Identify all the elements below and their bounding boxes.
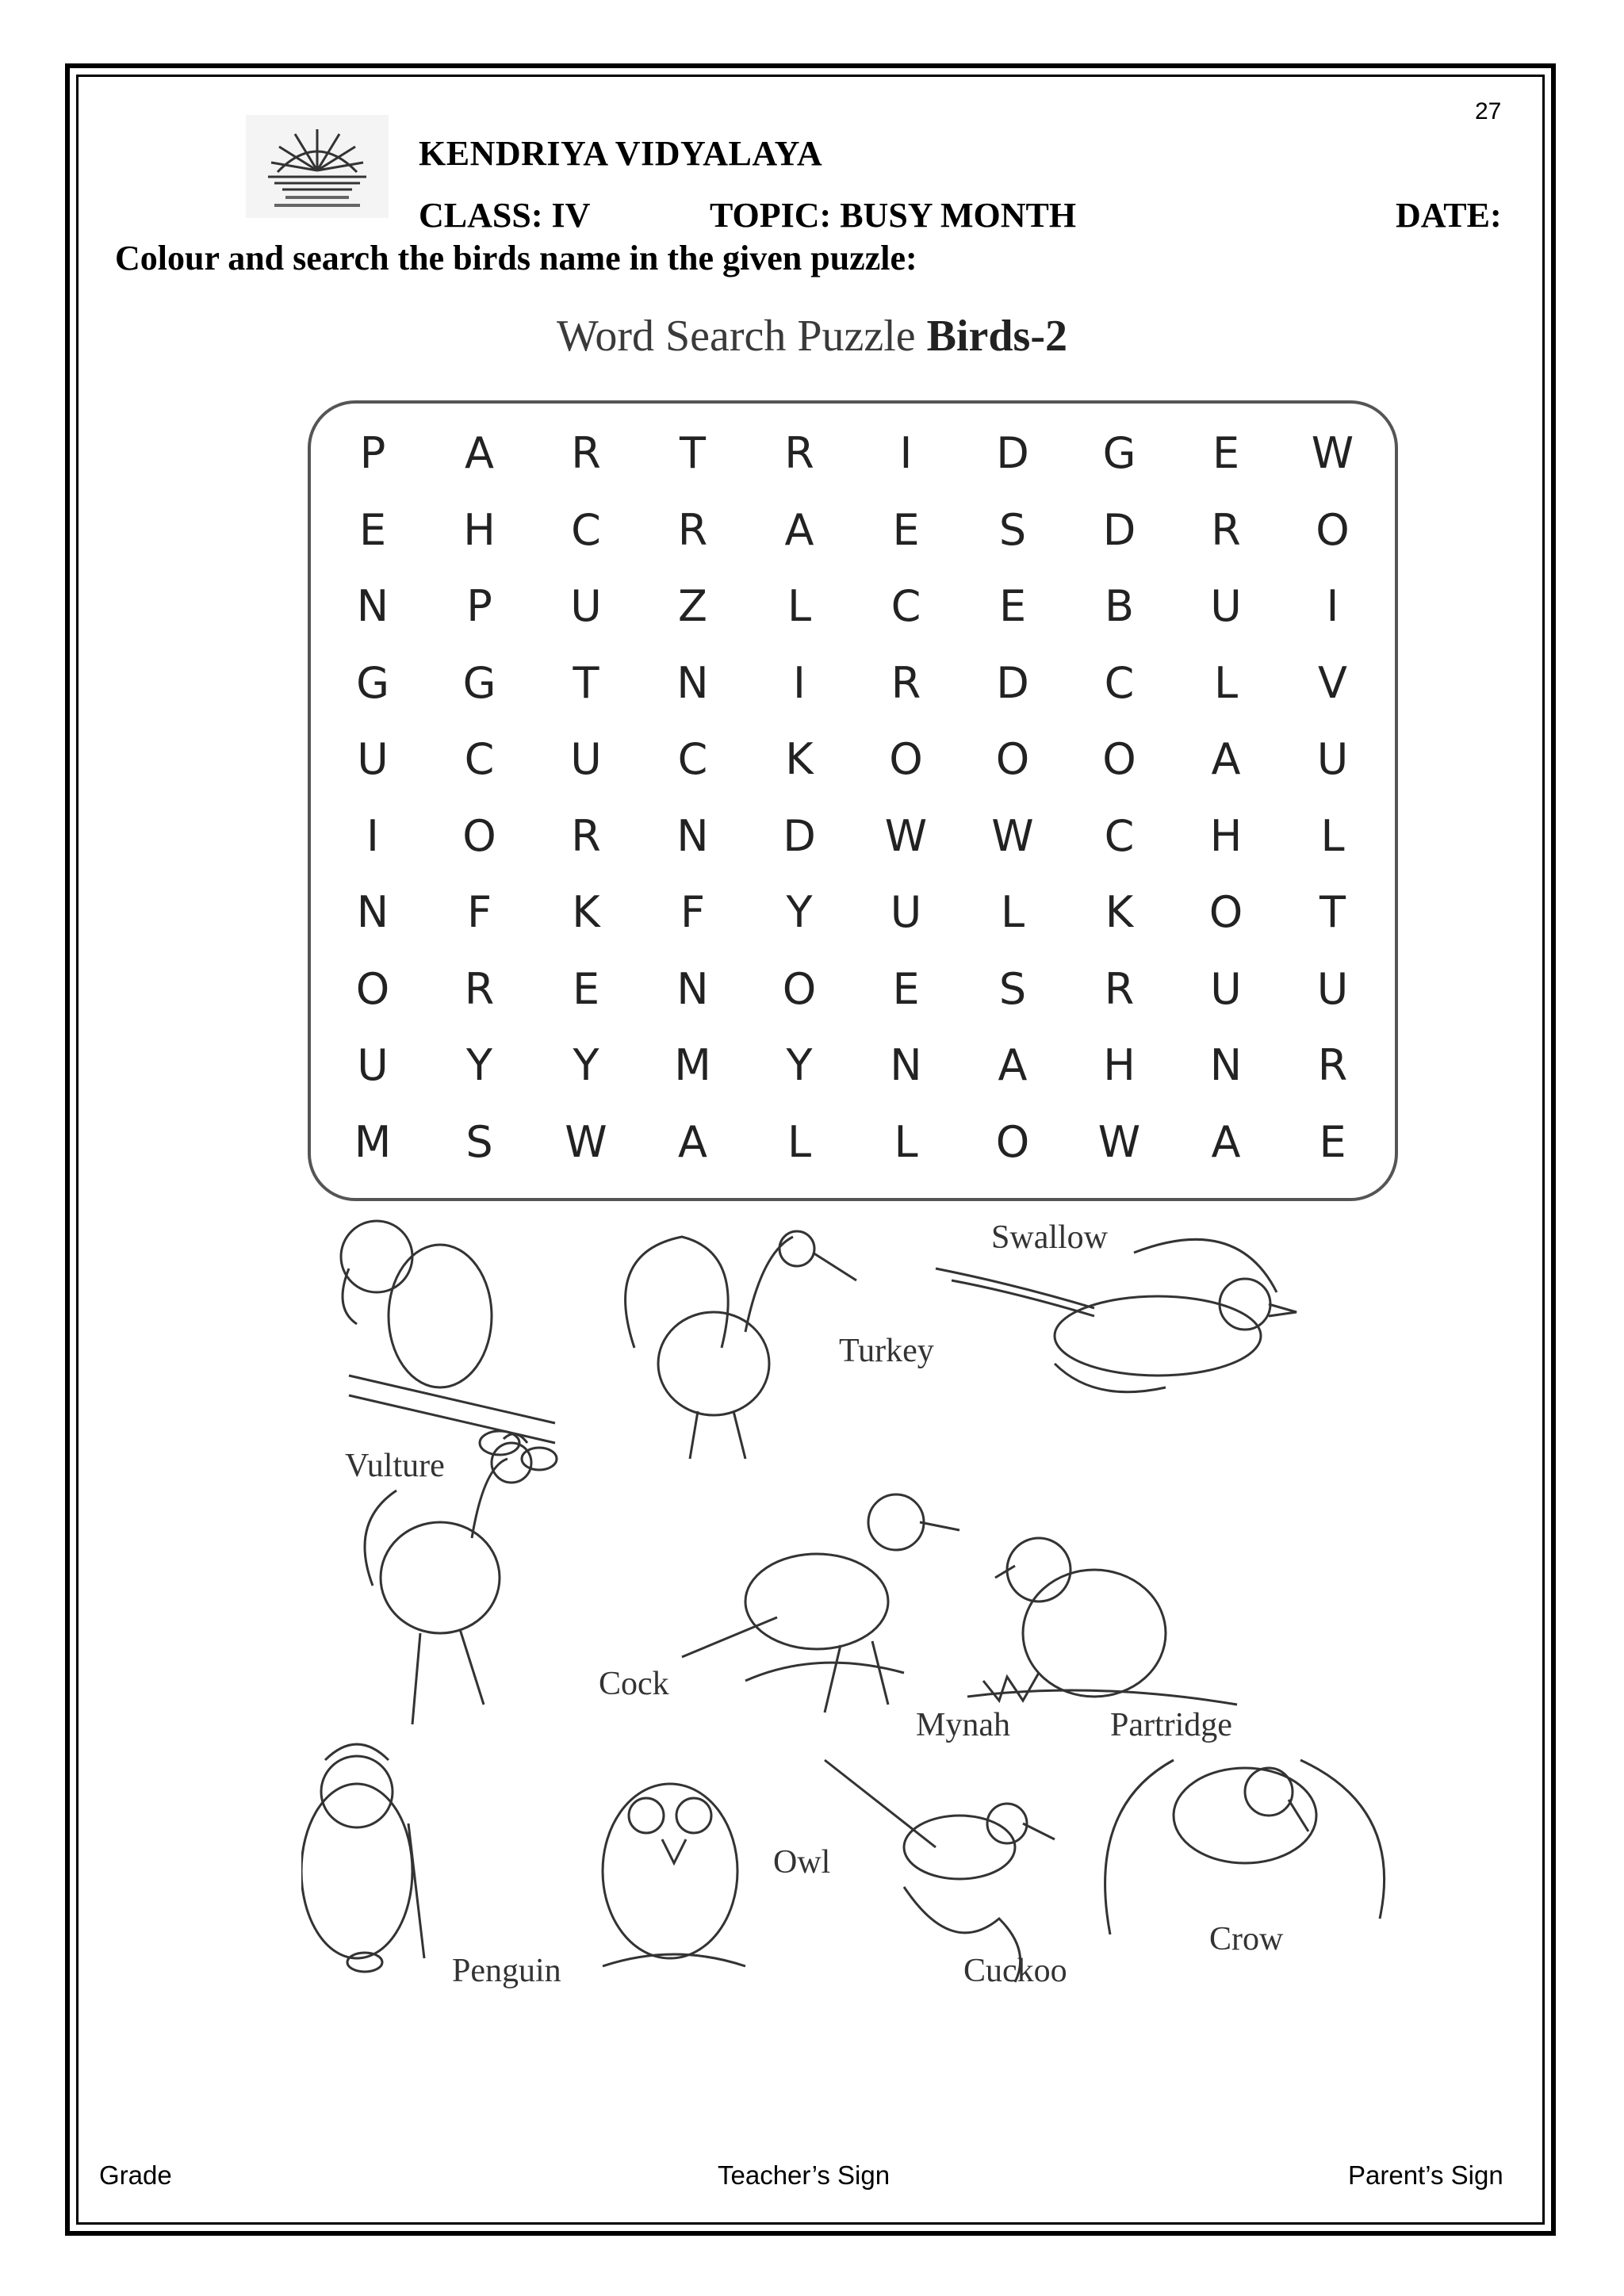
grid-letter: M (674, 1040, 711, 1090)
grid-letter: T (1320, 887, 1346, 937)
cuckoo-drawing (825, 1760, 1055, 1982)
class-label: CLASS: IV (419, 196, 591, 235)
grid-letter: A (1211, 1116, 1241, 1167)
date-label: DATE: (1396, 196, 1502, 235)
grid-letter: I (1326, 581, 1339, 631)
grid-letter: C (891, 581, 921, 631)
grid-letter: C (1104, 810, 1135, 861)
grid-letter: Y (786, 1040, 813, 1090)
kendriya-vidyalaya-logo-icon (246, 115, 389, 218)
penguin-drawing (301, 1744, 424, 1972)
grid-letter: W (1311, 428, 1354, 478)
grid-letter: A (998, 1040, 1028, 1090)
grid-letter: O (1102, 734, 1136, 784)
grid-letter: L (894, 1116, 918, 1167)
grid-letter: E (998, 581, 1027, 631)
puzzle-title (0, 311, 1624, 362)
grid-letter: U (1316, 734, 1349, 784)
grid-letter: E (572, 963, 600, 1014)
bird-illustrations (301, 1205, 1411, 2014)
grid-letter: G (1102, 428, 1136, 478)
grid-letter: O (995, 1116, 1030, 1167)
grid-letter: T (680, 428, 706, 478)
grid-letter: R (677, 504, 708, 555)
grid-letter: N (1209, 1040, 1243, 1090)
turkey-drawing (626, 1231, 856, 1459)
grid-letter: U (570, 734, 602, 784)
grid-letter: K (785, 734, 814, 784)
owl-drawing (603, 1784, 745, 1966)
grid-letter: O (1208, 887, 1243, 937)
grid-letter: W (991, 810, 1034, 861)
crow-drawing (1105, 1760, 1385, 1934)
grid-letter: S (465, 1116, 493, 1167)
grid-letter: Y (573, 1040, 599, 1090)
grid-letter: P (466, 581, 492, 631)
grid-letter: D (996, 428, 1029, 478)
grid-letter: F (466, 887, 492, 937)
grid-letter: R (571, 810, 601, 861)
grid-letter: S (998, 963, 1027, 1014)
grid-letter: I (366, 810, 379, 861)
turkey-label: Turkey (839, 1333, 934, 1369)
grid-letter: C (677, 734, 708, 784)
grid-letter: S (998, 504, 1027, 555)
grid-letter: I (793, 657, 806, 708)
grid-letter: O (995, 734, 1030, 784)
grid-letter: A (678, 1116, 707, 1167)
grid-letter: E (1212, 428, 1240, 478)
grid-letter: U (890, 887, 922, 937)
grid-letter: H (1209, 810, 1243, 861)
grid-letter: D (783, 810, 816, 861)
grid-letter: O (782, 963, 817, 1014)
grid-letter: V (1318, 657, 1347, 708)
cuckoo-label: Cuckoo (963, 1953, 1067, 1989)
grid-letter: E (892, 963, 920, 1014)
grid-letter: W (565, 1116, 607, 1167)
grid-letter: L (1000, 887, 1025, 937)
cock-label: Cock (599, 1666, 669, 1702)
grid-letter: N (676, 963, 709, 1014)
grid-letter: R (1104, 963, 1135, 1014)
grid-letter: R (891, 657, 921, 708)
grid-letter: E (358, 504, 387, 555)
grid-letter: Y (786, 887, 813, 937)
grid-letter: K (572, 887, 600, 937)
grid-letter: U (357, 734, 389, 784)
grid-letter: R (1317, 1040, 1348, 1090)
owl-label: Owl (773, 1844, 831, 1881)
grid-letter: W (1097, 1116, 1141, 1167)
grid-letter: T (573, 657, 599, 708)
grid-letter: F (680, 887, 706, 937)
grid-letter: U (570, 581, 602, 631)
grid-letter: A (465, 428, 494, 478)
grid-letter: U (1210, 581, 1242, 631)
crow-label: Crow (1209, 1921, 1284, 1957)
page-number: 27 (1475, 98, 1502, 124)
school-name: KENDRIYA VIDYALAYA (419, 134, 823, 173)
grid-letter: N (356, 581, 389, 631)
grid-letter: B (1104, 581, 1135, 631)
instruction-text: Colour and search the birds name in the given puzzle: (115, 239, 917, 277)
grid-letter: L (1213, 657, 1239, 708)
partridge-drawing (967, 1538, 1237, 1705)
grid-letter: O (889, 734, 923, 784)
puzzle-title-regular: Word Search Puzzle (556, 312, 927, 361)
topic-label: TOPIC: BUSY MONTH (710, 196, 1077, 235)
vulture-label: Vulture (345, 1448, 445, 1484)
grid-letter: N (356, 887, 389, 937)
mynah-drawing (682, 1494, 959, 1712)
teacher-sign-label: Teacher’s Sign (718, 2160, 891, 2190)
grid-letter: E (892, 504, 920, 555)
grid-letter: K (1105, 887, 1134, 937)
puzzle-title-bold: Birds-2 (926, 312, 1067, 361)
grid-letter: A (1211, 734, 1241, 784)
grid-letter: M (354, 1116, 392, 1167)
grid-letter: E (1319, 1116, 1346, 1167)
parent-sign-label: Parent’s Sign (1348, 2160, 1503, 2190)
swallow-label: Swallow (991, 1219, 1108, 1256)
bird-drawings (301, 1205, 1411, 2014)
grid-letter: O (355, 963, 390, 1014)
grid-letter: I (899, 428, 913, 478)
swallow-drawing (936, 1239, 1297, 1391)
grid-letter: Y (466, 1040, 492, 1090)
grid-letter: O (1316, 504, 1350, 555)
grid-letter: R (571, 428, 601, 478)
penguin-label: Penguin (452, 1953, 561, 1989)
grid-letter: C (1104, 657, 1135, 708)
partridge-label: Partridge (1110, 1707, 1232, 1743)
grid-letter: A (784, 504, 814, 555)
grid-letter: R (784, 428, 814, 478)
grid-letter: D (996, 657, 1029, 708)
grid-letter: H (1103, 1040, 1136, 1090)
grid-letter: R (1211, 504, 1241, 555)
vulture-drawing (341, 1221, 557, 1470)
grid-letter: H (463, 504, 496, 555)
grid-letter: L (787, 581, 812, 631)
grid-letter: C (571, 504, 601, 555)
grid-letter: L (1320, 810, 1345, 861)
grid-letter: P (359, 428, 386, 478)
grade-label: Grade (99, 2160, 172, 2190)
mynah-label: Mynah (916, 1707, 1010, 1743)
grid-letter: N (890, 1040, 922, 1090)
grid-letter: Z (678, 581, 707, 631)
grid-letter: C (464, 734, 495, 784)
grid-letter: O (462, 810, 496, 861)
grid-letter: U (1316, 963, 1349, 1014)
grid-letter: G (356, 657, 389, 708)
grid-letter: W (884, 810, 928, 861)
grid-letter: R (464, 963, 495, 1014)
grid-letter: N (676, 657, 709, 708)
grid-letter: N (676, 810, 709, 861)
grid-letter: G (462, 657, 496, 708)
grid-letter: D (1102, 504, 1136, 555)
grid-letter: L (787, 1116, 812, 1167)
grid-letter: U (357, 1040, 389, 1090)
grid-letter: U (1210, 963, 1242, 1014)
